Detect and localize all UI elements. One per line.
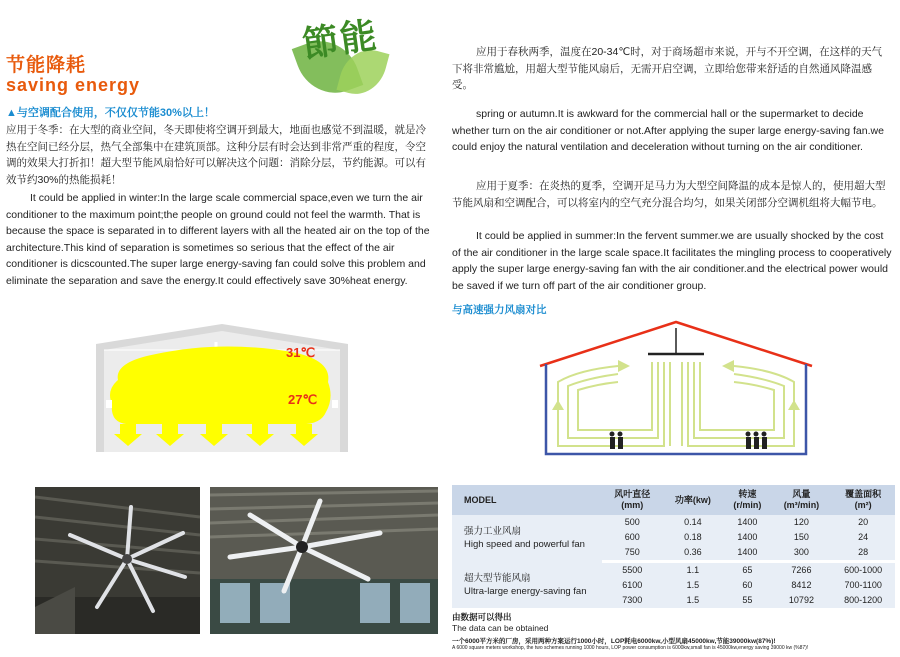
group-label-en: Ultra-large energy-saving fan — [464, 585, 587, 597]
cell: 600 — [602, 530, 663, 545]
cell: 0.14 — [663, 515, 724, 530]
cell: 1400 — [723, 515, 771, 530]
group-label-cn: 超大型节能风扇 — [464, 572, 531, 584]
logo-text: 節能 — [299, 13, 381, 67]
spring-paragraph-cn: 应用于春秋两季，温度在20-34℃时，对于商场超市来说，开与不开空调，在这样的天气下将非常尴尬，用超大型节能风扇后，无需开启空调，立即给您带来舒适的自然通风降温感受。 — [452, 46, 883, 91]
cell: 1.5 — [663, 578, 724, 593]
table-row — [452, 515, 895, 530]
cell: 600-1000 — [831, 562, 895, 579]
summer-paragraph-cn: 应用于夏季：在炎热的夏季，空调开足马力为大型空间降温的成本是惊人的，使用超大型节能风扇和空调配合，可以将室内的空气充分混合均匀，如果关闭部分空调机组将大幅节电。 — [452, 180, 886, 209]
page-title-cn: 节能降耗 — [6, 55, 87, 76]
footnote-cn: 一个6000平方米的厂房，采用两种方案运行1000小时，LOP耗电6000kw,小型风扇45000kw,节能39000kw(87%)! — [452, 638, 776, 645]
col-coverage: 覆盖面积 (m²) — [831, 485, 895, 515]
group-label-ultra-large — [452, 562, 602, 609]
cell: 150 — [772, 530, 832, 545]
heat-stratification-diagram — [96, 322, 348, 462]
cell: 65 — [723, 562, 771, 579]
cell: 7300 — [602, 593, 663, 608]
spec-table — [452, 485, 895, 608]
cell: 0.36 — [663, 545, 724, 562]
winter-paragraph-cn: 应用于冬季：在大型的商业空间，冬天即使将空调开到最大，地面也感觉不到温暖，就是冷热在空间已经分层，热气全部集中在建筑顶部。这种分层有时会达到非常严重的程度，令空调的效果大打折扣！超大型节能风扇恰好可以解决这个问题：消除分层，节约能源。可以有效节约30%的热能损耗！ — [6, 124, 426, 186]
cell: 6100 — [602, 578, 663, 593]
cell: 55 — [723, 593, 771, 608]
winter-paragraph-en: It could be applied in winter:In the large scale commercial space,even we turn the air conditioner to the maximum point;the people on ground could not feel the warmth. That is because the space is separated in to different layers with all the heated air on the top of the architecture.This kind of separation is sometimes so serious that the effect of the air conditioner is dicscounted.The super large energy-saving fan could solve this problem and eliminate the separation and save the energy.It could effectively save 30%heat energy. — [6, 192, 430, 287]
airflow-arrows — [552, 360, 800, 410]
group-label-en: High speed and powerful fan — [464, 539, 585, 551]
cell: 28 — [831, 545, 895, 562]
col-airflow: 风量 (m³/min) — [772, 485, 832, 515]
warehouse-fan-photo-1 — [35, 487, 200, 634]
col-diameter: 风叶直径 (mm) — [602, 485, 663, 515]
cell: 1400 — [723, 545, 771, 562]
cell: 1400 — [723, 530, 771, 545]
spec-table-section — [452, 485, 895, 651]
cell: 1.5 — [663, 593, 724, 608]
data-note-en: The data can be obtained — [452, 623, 549, 633]
energy-saving-logo — [292, 8, 412, 100]
subtitle: ▲与空调配合使用，不仅仅节能30%以上！ — [6, 107, 215, 119]
table-row — [452, 562, 895, 579]
col-model: MODEL — [452, 485, 602, 515]
air-circulation-diagram — [538, 320, 814, 460]
cell: 24 — [831, 530, 895, 545]
cell: 5500 — [602, 562, 663, 579]
data-note-cn: 由数据可以得出 — [452, 612, 512, 622]
cell: 500 — [602, 515, 663, 530]
cell: 750 — [602, 545, 663, 562]
cell: 300 — [772, 545, 832, 562]
footnote-en: A 6000 square meters workshop, the two schemes running 1000 hours, LOP power consumption is 6000kw,small fan is 45000kw,energy saving 39000 kw (%87)! — [452, 645, 809, 651]
col-power: 功率(kw) — [663, 485, 724, 515]
comparison-title: 与高速强力风扇对比 — [452, 304, 547, 316]
window — [106, 400, 112, 408]
warehouse-fan-photo-2 — [210, 487, 438, 634]
table-header-row — [452, 485, 895, 515]
cell: 1.1 — [663, 562, 724, 579]
summer-paragraph-en: It could be applied in summer:In the fervent summer.we are usually shocked by the cost of the air conditioner in the large scale space.It facilitates the mingling process to cooperatively apply the super large energy-saving fan with the air conditioner.and the electrical power would be saved if we turn off part of the air conditioner group. — [452, 230, 892, 292]
temp-top-label: 31℃ — [286, 345, 316, 360]
group-label-high-speed — [452, 515, 602, 562]
group-label-cn: 强力工业风扇 — [464, 526, 522, 538]
temp-bottom-label: 27℃ — [288, 392, 318, 407]
cell: 20 — [831, 515, 895, 530]
cell: 700-1100 — [831, 578, 895, 593]
cell: 120 — [772, 515, 832, 530]
cell: 0.18 — [663, 530, 724, 545]
window — [332, 400, 338, 408]
page-title-en: saving energy — [6, 75, 141, 95]
cell: 10792 — [772, 593, 832, 608]
cell: 8412 — [772, 578, 832, 593]
airflow-lines — [558, 362, 794, 446]
cell: 60 — [723, 578, 771, 593]
cell: 800-1200 — [831, 593, 895, 608]
spring-paragraph-en: spring or autumn.It is awkward for the commercial hall or the supermarket to decide whether turn on the air conditioner or not.After applying the super large energy-saving fan.we could enjoy the natural ventilation and deceleration without turning on the air conditioner. — [452, 108, 884, 153]
col-speed: 转速 (r/min) — [723, 485, 771, 515]
cell: 7266 — [772, 562, 832, 579]
